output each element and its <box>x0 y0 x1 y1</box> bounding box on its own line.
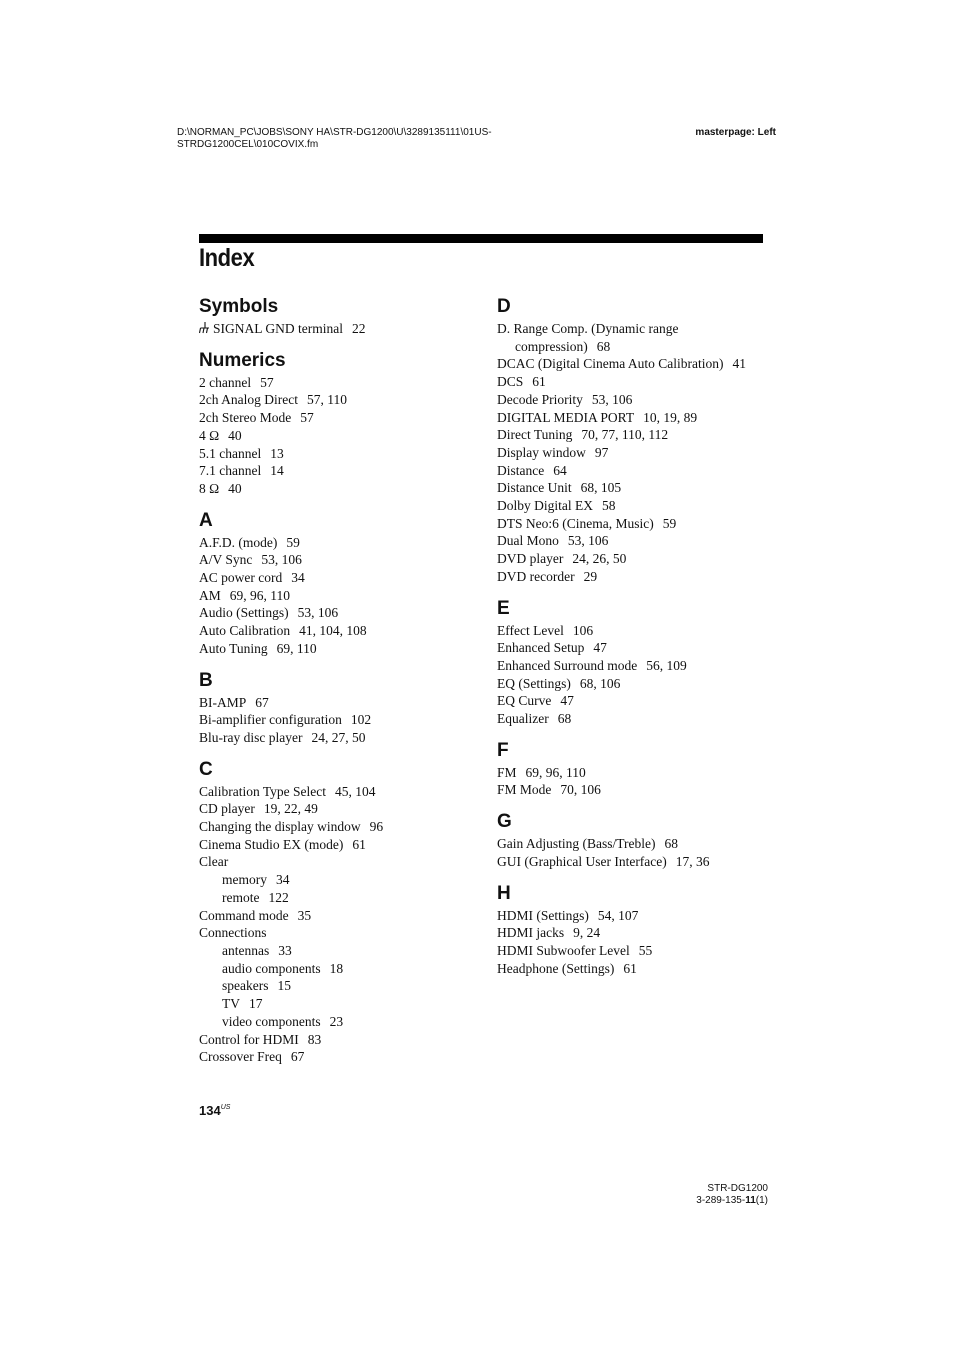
entry-page-refs: 33 <box>278 942 292 958</box>
entry-page-refs: 24, 26, 50 <box>572 551 627 567</box>
index-entry <box>497 409 777 427</box>
entry-page-refs: 68 <box>664 836 678 852</box>
entry-page-refs: 68 <box>596 338 611 354</box>
index-entry <box>497 692 777 710</box>
section-heading: D <box>497 296 511 317</box>
index-section <box>199 508 489 658</box>
entry-term: 2ch Analog Direct <box>199 392 298 408</box>
section-heading: E <box>497 597 510 619</box>
entry-page-refs: 18 <box>329 960 344 976</box>
entry-term: DCAC (Digital Cinema Auto Calibration) <box>497 356 724 372</box>
entry-term: Auto Tuning <box>199 640 268 656</box>
index-entry <box>199 640 489 658</box>
entry-term: Connections <box>199 925 267 941</box>
entry-term: Clear <box>199 854 229 870</box>
page-number <box>199 1103 230 1118</box>
entry-page-refs: 47 <box>560 693 574 709</box>
entry-term: AC power cord <box>199 570 283 586</box>
section-heading: B <box>199 669 213 691</box>
index-section <box>199 668 489 747</box>
entry-page-refs: 57, 110 <box>306 392 347 408</box>
entry-term: Crossover Freq <box>199 1049 282 1065</box>
entry-term: 2ch Stereo Mode <box>199 410 292 426</box>
index-left-column <box>199 294 489 1076</box>
entry-term: D. Range Comp. (Dynamic range <box>497 321 679 336</box>
file-path-header <box>177 127 492 150</box>
ground-icon <box>199 322 210 334</box>
index-entry <box>199 924 489 942</box>
entry-page-refs: 55 <box>638 942 653 958</box>
entry-page-refs: 68, 105 <box>580 480 622 496</box>
index-entry <box>497 338 777 356</box>
entry-page-refs: 57 <box>260 374 274 390</box>
entry-term: CD player <box>199 801 255 817</box>
page-number-value: 134 <box>199 1103 221 1118</box>
index-entry <box>199 1048 489 1066</box>
index-entry <box>497 373 777 391</box>
entry-term: Direct Tuning <box>497 427 573 443</box>
index-entry <box>199 1013 489 1031</box>
index-section <box>497 294 777 586</box>
entry-page-refs: 67 <box>255 694 269 710</box>
entry-term: HDMI (Settings) <box>497 907 589 923</box>
entry-term: HDMI jacks <box>497 925 565 941</box>
index-entry <box>497 532 777 550</box>
entry-term: A/V Sync <box>199 552 253 568</box>
entry-page-refs: 68 <box>557 711 572 727</box>
entry-term: Headphone (Settings) <box>497 960 615 976</box>
entry-page-refs: 53, 106 <box>567 533 609 549</box>
entry-term: Cinema Studio EX (mode) <box>199 836 344 852</box>
model-name: STR-DG1200 <box>707 1183 768 1194</box>
entry-page-refs: 61 <box>532 374 546 390</box>
entry-term: DCS <box>497 374 524 390</box>
entry-page-refs: 69, 96, 110 <box>525 764 586 780</box>
index-section <box>199 348 489 498</box>
entry-term: 7.1 channel <box>199 463 262 479</box>
index-entry <box>199 409 489 427</box>
entry-term: antennas <box>222 942 270 958</box>
document-code <box>696 1195 768 1207</box>
index-entry <box>497 942 777 960</box>
index-entry <box>497 853 777 871</box>
index-entry <box>497 444 777 462</box>
entry-page-refs: 69, 110 <box>276 640 317 656</box>
entry-page-refs: 41 <box>732 356 746 372</box>
index-section <box>497 738 777 799</box>
index-entry <box>497 355 777 373</box>
section-heading: G <box>497 811 512 833</box>
entry-term: Enhanced Setup <box>497 640 585 656</box>
index-entry <box>199 853 489 871</box>
index-entry <box>199 977 489 995</box>
entry-term: DTS Neo:6 (Cinema, Music) <box>497 515 654 531</box>
entry-term: memory <box>222 872 267 888</box>
entry-page-refs: 53, 106 <box>297 605 339 621</box>
index-entry <box>199 391 489 409</box>
entry-page-refs: 17, 36 <box>675 853 710 869</box>
entry-term: Enhanced Surround mode <box>497 657 638 673</box>
model-footer <box>696 1183 768 1207</box>
entry-page-refs: 59 <box>662 515 677 531</box>
entry-page-refs: 61 <box>623 960 637 976</box>
entry-term: Decode Priority <box>497 391 583 407</box>
section-heading: A <box>199 509 213 531</box>
index-entry <box>199 534 489 552</box>
entry-term: DVD recorder <box>497 568 575 584</box>
page-number-suffix: US <box>220 1104 231 1111</box>
index-entry <box>199 587 489 605</box>
entry-page-refs: 34 <box>276 872 290 888</box>
entry-page-refs: 15 <box>277 978 291 994</box>
index-entry <box>497 391 777 409</box>
entry-term: Effect Level <box>497 622 564 638</box>
index-entry <box>199 871 489 889</box>
entry-term: 2 channel <box>199 374 252 390</box>
entry-page-refs: 24, 27, 50 <box>311 729 366 745</box>
entry-page-refs: 102 <box>350 712 372 728</box>
index-entry <box>497 907 777 925</box>
entry-term: FM <box>497 764 517 780</box>
index-entry <box>199 960 489 978</box>
section-heading: F <box>497 739 509 761</box>
index-entry <box>497 550 777 568</box>
page-title: Index <box>199 244 255 272</box>
entry-term: Gain Adjusting (Bass/Treble) <box>497 836 656 852</box>
entry-page-refs: 17 <box>249 996 263 1012</box>
index-entry <box>497 497 777 515</box>
index-entry <box>199 374 489 392</box>
entry-page-refs: 69, 96, 110 <box>229 587 291 603</box>
entry-page-refs: 53, 106 <box>591 391 633 407</box>
index-entry <box>199 445 489 463</box>
index-entry <box>199 320 489 338</box>
entry-page-refs: 97 <box>594 444 609 460</box>
index-entry <box>199 942 489 960</box>
index-section <box>497 881 777 978</box>
entry-page-refs: 67 <box>290 1049 305 1065</box>
file-path-line-1: D:\NORMAN_PC\JOBS\SONY HA\STR-DG1200\U\3289135111\01US- <box>177 127 492 138</box>
index-section <box>199 757 489 1066</box>
entry-term: 5.1 channel <box>199 445 262 461</box>
index-entry <box>199 1031 489 1049</box>
entry-page-refs: 13 <box>270 445 284 461</box>
entry-term: Command mode <box>199 907 289 923</box>
entry-term: HDMI Subwoofer Level <box>497 942 630 958</box>
title-rule <box>199 234 763 243</box>
document-code-revision: 11 <box>745 1195 756 1206</box>
index-entry <box>497 639 777 657</box>
entry-term: FM Mode <box>497 782 552 798</box>
entry-page-refs: 122 <box>268 889 289 905</box>
entry-term: TV <box>222 996 240 1012</box>
entry-term: DIGITAL MEDIA PORT <box>497 409 635 425</box>
entry-term: SIGNAL GND terminal <box>213 321 343 336</box>
entry-page-refs: 59 <box>286 534 300 550</box>
index-entry <box>199 783 489 801</box>
entry-page-refs: 23 <box>329 1013 344 1029</box>
entry-page-refs: 47 <box>593 640 607 656</box>
entry-page-refs: 64 <box>553 462 567 478</box>
entry-term: 8 Ω <box>199 480 220 496</box>
entry-term: compression) <box>515 338 588 354</box>
file-path-line-2: STRDG1200CEL\010COVIX.fm <box>177 138 319 150</box>
entry-page-refs: 61 <box>352 836 366 852</box>
section-heading: Numerics <box>199 349 286 371</box>
entry-term: AM <box>199 587 221 603</box>
index-entry <box>199 889 489 907</box>
index-entry <box>497 426 777 444</box>
index-section <box>199 294 489 338</box>
entry-term: Display window <box>497 444 586 460</box>
entry-term: remote <box>222 889 260 905</box>
index-right-column <box>497 294 777 987</box>
index-entry <box>199 462 489 480</box>
entry-page-refs: 96 <box>369 819 384 835</box>
entry-page-refs: 70, 77, 110, 112 <box>581 427 669 443</box>
entry-page-refs: 40 <box>228 427 242 443</box>
index-entry <box>199 694 489 712</box>
index-section <box>497 809 777 870</box>
index-entry <box>199 800 489 818</box>
index-entry <box>497 622 777 640</box>
entry-term: GUI (Graphical User Interface) <box>497 853 667 869</box>
entry-term: Dual Mono <box>497 533 559 549</box>
entry-page-refs: 106 <box>572 622 594 638</box>
entry-term: video components <box>222 1013 321 1029</box>
index-entry <box>497 835 777 853</box>
entry-term: EQ (Settings) <box>497 675 571 691</box>
entry-term: EQ Curve <box>497 693 552 709</box>
index-entry <box>497 462 777 480</box>
document-code-suffix: (1) <box>755 1195 768 1206</box>
entry-page-refs: 34 <box>291 570 305 586</box>
entry-page-refs: 83 <box>307 1031 322 1047</box>
index-entry <box>497 960 777 978</box>
index-entry <box>199 995 489 1013</box>
entry-page-refs: 29 <box>583 568 598 584</box>
index-entry <box>199 818 489 836</box>
masterpage-label: masterpage: Left <box>695 127 776 138</box>
entry-term: Distance Unit <box>497 480 572 496</box>
entry-term: Bi-amplifier configuration <box>199 712 342 728</box>
entry-page-refs: 40 <box>228 480 242 496</box>
index-entry <box>497 320 777 338</box>
index-entry <box>199 569 489 587</box>
entry-page-refs: 54, 107 <box>597 907 639 923</box>
index-entry <box>199 711 489 729</box>
entry-term: 4 Ω <box>199 427 220 443</box>
section-heading: H <box>497 882 511 904</box>
index-entry <box>497 675 777 693</box>
entry-page-refs: 9, 24 <box>573 925 601 941</box>
entry-page-refs: 53, 106 <box>261 552 302 568</box>
index-entry <box>199 427 489 445</box>
index-entry <box>497 924 777 942</box>
entry-term: Auto Calibration <box>199 623 291 639</box>
entry-page-refs: 68, 106 <box>579 675 621 691</box>
section-heading: Symbols <box>199 296 279 317</box>
entry-page-refs: 14 <box>270 463 284 479</box>
index-entry <box>199 836 489 854</box>
entry-page-refs: 41, 104, 108 <box>299 623 367 639</box>
index-entry <box>199 551 489 569</box>
entry-page-refs: 22 <box>351 321 366 336</box>
index-entry <box>199 604 489 622</box>
index-entry <box>199 622 489 640</box>
entry-term: Blu-ray disc player <box>199 729 303 745</box>
index-entry <box>497 568 777 586</box>
index-section <box>497 596 777 728</box>
entry-term: Audio (Settings) <box>199 605 289 621</box>
entry-term: A.F.D. (mode) <box>199 534 278 550</box>
entry-term: DVD player <box>497 551 564 567</box>
index-entry <box>497 781 777 799</box>
entry-page-refs: 10, 19, 89 <box>643 409 698 425</box>
entry-page-refs: 56, 109 <box>646 657 687 673</box>
index-entry <box>199 480 489 498</box>
index-entry <box>497 764 777 782</box>
entry-page-refs: 35 <box>297 907 312 923</box>
entry-term: Dolby Digital EX <box>497 498 593 514</box>
entry-page-refs: 45, 104 <box>335 783 376 799</box>
entry-page-refs: 19, 22, 49 <box>263 801 318 817</box>
entry-term: Changing the display window <box>199 819 361 835</box>
entry-page-refs: 58 <box>602 498 616 514</box>
section-heading: C <box>199 758 213 780</box>
entry-term: Control for HDMI <box>199 1031 299 1047</box>
index-entry <box>199 907 489 925</box>
index-entry <box>497 479 777 497</box>
index-entry <box>199 729 489 747</box>
index-entry <box>497 515 777 533</box>
index-entry <box>497 710 777 728</box>
entry-term: Equalizer <box>497 711 549 727</box>
entry-term: audio components <box>222 960 321 976</box>
index-entry <box>497 657 777 675</box>
entry-page-refs: 70, 106 <box>560 782 601 798</box>
entry-term: speakers <box>222 978 269 994</box>
entry-term: Calibration Type Select <box>199 783 327 799</box>
entry-page-refs: 57 <box>300 410 314 426</box>
entry-term: Distance <box>497 462 545 478</box>
entry-term: BI-AMP <box>199 694 247 710</box>
document-code-prefix: 3-289-135- <box>696 1195 746 1206</box>
